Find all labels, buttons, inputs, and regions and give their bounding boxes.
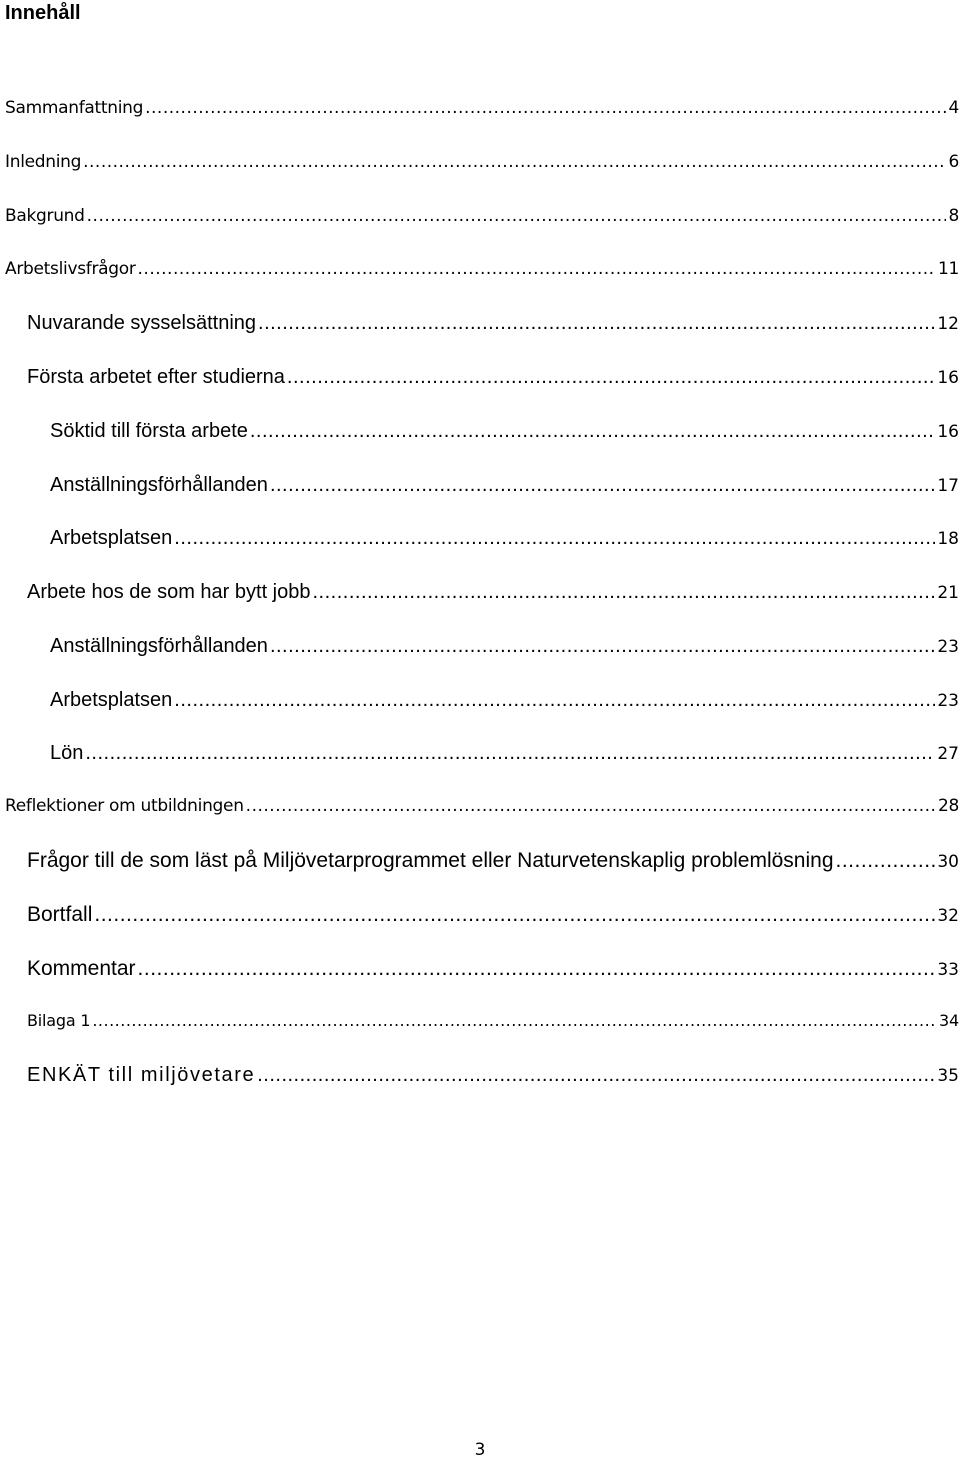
toc-entry-label: Arbetsplatsen xyxy=(50,689,173,711)
toc-entry-label: Kommentar xyxy=(27,957,136,980)
toc-leader xyxy=(174,689,935,712)
toc-entry-page: 17 xyxy=(937,476,959,496)
toc-leader xyxy=(145,98,946,118)
toc-leader xyxy=(836,849,936,873)
toc-entry-label: Bakgrund xyxy=(5,206,85,226)
toc-entry-sammanfattning[interactable] xyxy=(5,98,959,118)
toc-entry-bilaga-1[interactable] xyxy=(27,1011,959,1030)
toc-entry-label: Frågor till de som läst på Miljövetarprogrammet eller Naturvetenskaplig problemlösning xyxy=(27,849,834,872)
toc-entry-arbetslivsfragor[interactable] xyxy=(5,259,959,279)
toc-entry-forsta-arbetet[interactable] xyxy=(27,366,959,389)
toc-entry-label: Första arbetet efter studierna xyxy=(27,366,285,388)
toc-entry-page: 6 xyxy=(948,152,959,172)
toc-leader xyxy=(87,206,947,226)
toc-entry-page: 12 xyxy=(937,314,959,334)
toc-entry-page: 16 xyxy=(937,422,959,442)
toc-leader xyxy=(85,742,935,765)
toc-leader xyxy=(313,581,936,604)
toc-leader xyxy=(246,796,936,816)
toc-entry-nuvarande-sysselsattning[interactable] xyxy=(27,312,959,335)
toc-entry-page: 30 xyxy=(937,852,959,872)
toc-entry-bortfall[interactable] xyxy=(27,903,959,927)
toc-entry-arbetsplatsen-2[interactable] xyxy=(50,689,959,712)
toc-leader xyxy=(83,152,946,172)
toc-entry-label: Anställningsförhållanden xyxy=(50,635,268,657)
toc-entry-label: Anställningsförhållanden xyxy=(50,474,268,496)
toc-entry-page: 28 xyxy=(937,796,959,816)
toc-entry-reflektioner[interactable] xyxy=(5,796,959,816)
toc-entry-inledning[interactable] xyxy=(5,152,959,172)
page-title: Innehåll xyxy=(5,2,81,24)
toc-leader xyxy=(92,1011,937,1030)
toc-leader xyxy=(138,957,936,981)
toc-leader xyxy=(287,366,935,389)
toc-entry-anstallningsforhallanden-2[interactable] xyxy=(50,635,959,658)
toc-entry-page: 34 xyxy=(939,1011,959,1030)
toc-entry-page: 8 xyxy=(948,206,959,226)
toc-leader xyxy=(174,527,935,550)
toc-entry-label: Arbete hos de som har bytt jobb xyxy=(27,581,311,603)
toc-entry-page: 23 xyxy=(937,691,959,711)
toc-entry-label: Nuvarande sysselsättning xyxy=(27,312,257,334)
toc-entry-page: 18 xyxy=(937,529,959,549)
toc-entry-kommentar[interactable] xyxy=(27,957,959,981)
toc-leader xyxy=(138,259,936,279)
toc-entry-page: 4 xyxy=(948,98,959,118)
toc-entry-anstallningsforhallanden-1[interactable] xyxy=(50,474,959,497)
toc-entry-label: Söktid till första arbete xyxy=(50,420,248,442)
toc-leader xyxy=(270,635,935,658)
toc-leader xyxy=(94,903,935,927)
toc-entry-page: 27 xyxy=(937,744,959,764)
toc-entry-soktid[interactable] xyxy=(50,420,959,443)
toc-leader xyxy=(250,420,935,443)
toc-entry-page: 21 xyxy=(937,583,959,603)
toc-entry-label: Inledning xyxy=(5,152,82,172)
toc-entry-fragor-miljovetar[interactable] xyxy=(27,849,959,873)
toc-entry-arbete-bytt-jobb[interactable] xyxy=(27,581,959,604)
toc-entry-page: 35 xyxy=(937,1066,959,1086)
toc-entry-page: 32 xyxy=(937,906,959,926)
toc-entry-label: ENKÄT till miljövetare xyxy=(27,1064,256,1086)
toc-entry-arbetsplatsen-1[interactable] xyxy=(50,527,959,550)
toc-entry-page: 23 xyxy=(937,637,959,657)
toc-entry-lon[interactable] xyxy=(50,742,959,765)
toc-entry-label: Sammanfattning xyxy=(5,98,144,118)
toc-entry-bakgrund[interactable] xyxy=(5,206,959,226)
toc-entry-page: 11 xyxy=(937,259,959,279)
toc-entry-label: Lön xyxy=(50,742,84,764)
toc-entry-label: Bortfall xyxy=(27,903,93,926)
toc-entry-label: Reflektioner om utbildningen xyxy=(5,796,244,816)
toc-entry-enkat[interactable] xyxy=(27,1064,959,1087)
toc-entry-label: Bilaga 1 xyxy=(27,1011,91,1030)
toc-leader xyxy=(270,474,935,497)
toc-leader xyxy=(257,1064,935,1087)
toc-entry-label: Arbetsplatsen xyxy=(50,527,173,549)
page-number: 3 xyxy=(474,1440,486,1460)
toc-entry-page: 33 xyxy=(937,960,959,980)
toc-leader xyxy=(258,312,935,335)
toc-entry-label: Arbetslivsfrågor xyxy=(5,259,136,279)
toc-entry-page: 16 xyxy=(937,368,959,388)
